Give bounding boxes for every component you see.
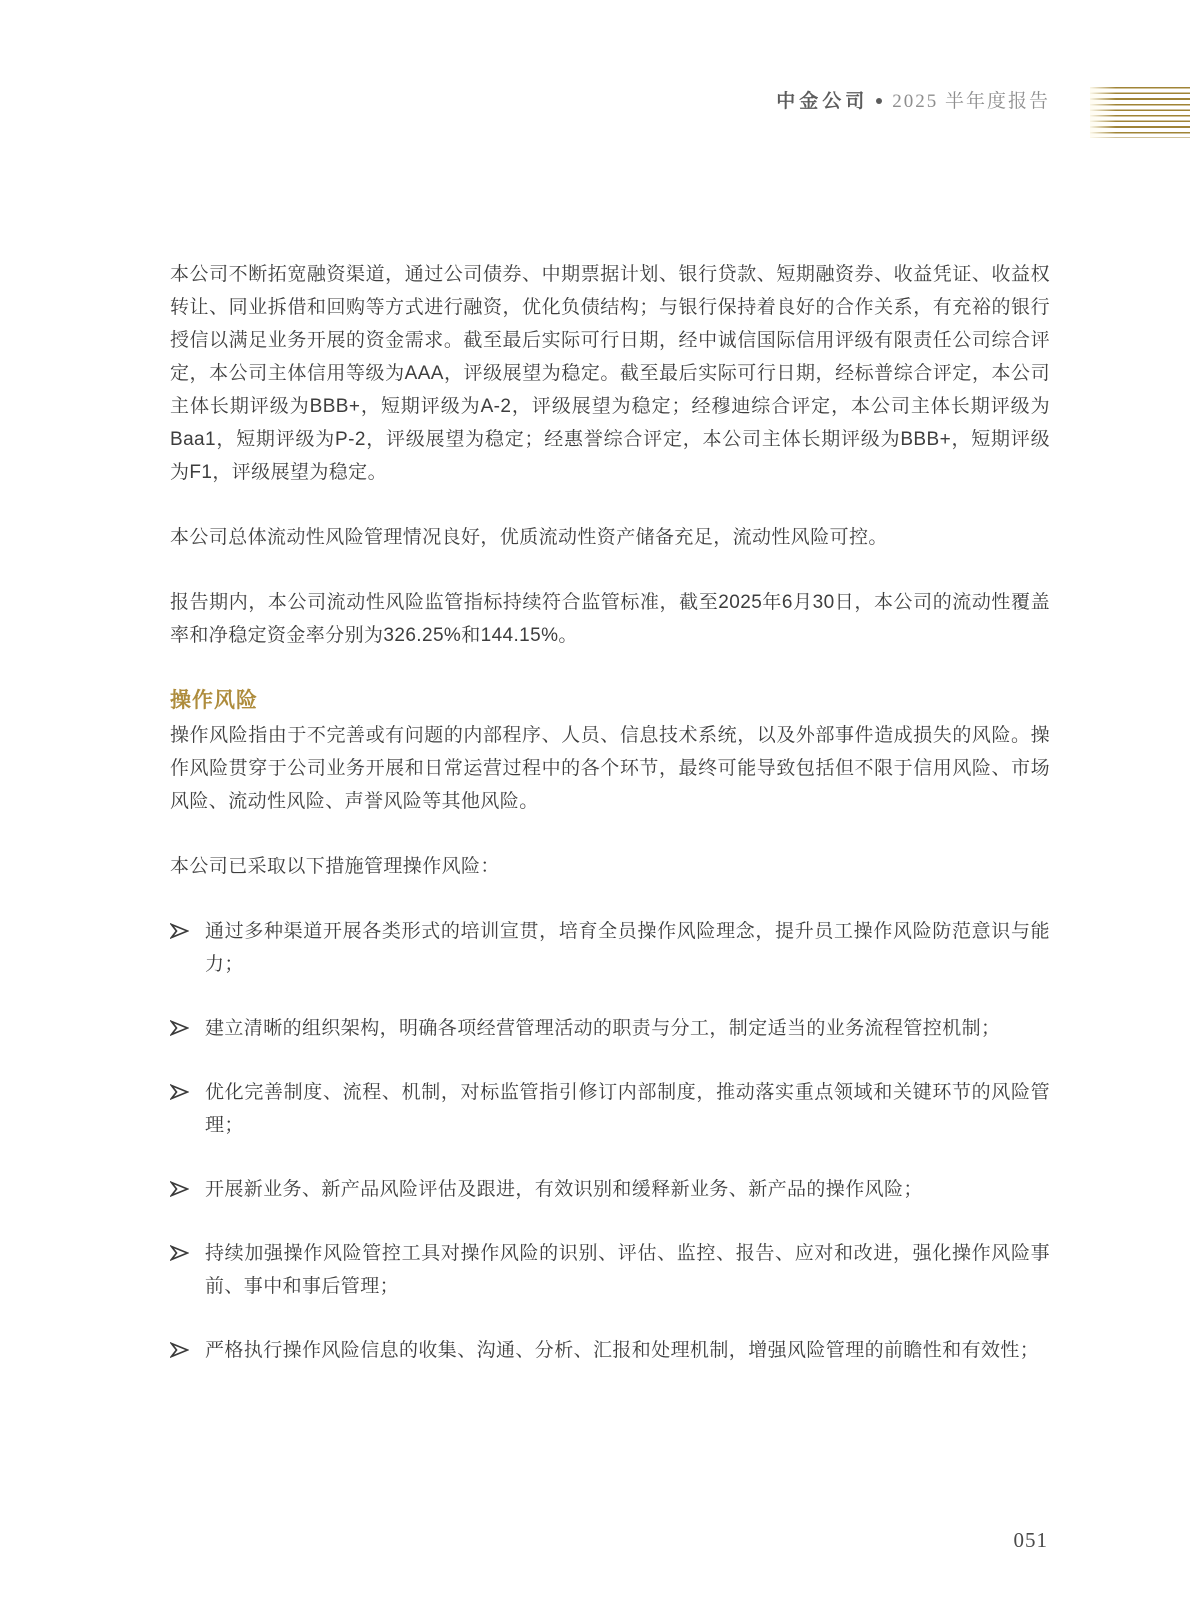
paragraph-measures-lead: 本公司已采取以下措施管理操作风险：	[170, 856, 500, 877]
arrowhead-right-bullet-icon	[170, 915, 205, 939]
paragraph-oprisk-definition: 操作风险指由于不完善或有问题的内部程序、人员、信息技术系统，以及外部事件造成损失的风险。操作风险贯穿于公司业务开展和日常运营过程中的各个环节，最终可能导致包括但不限于信用风险、市场风险、流动性风险、声誉风险等其他风险。	[170, 725, 1050, 812]
measure-item	[170, 1334, 1050, 1367]
paragraph-liquidity-overview: 本公司总体流动性风险管理情况良好，优质流动性资产储备充足，流动性风险可控。	[170, 527, 888, 548]
measure-item-text: 持续加强操作风险管控工具对操作风险的识别、评估、监控、报告、应对和改进，强化操作风险事前、事中和事后管理；	[205, 1243, 1050, 1297]
paragraph-liquidity-metrics: 报告期内，本公司流动性风险监管指标持续符合监管标准，截至2025年6月30日，本公司的流动性覆盖率和净稳定资金率分别为326.25%和144.15%。	[170, 592, 1050, 646]
company-name: 中金公司	[776, 91, 869, 112]
arrowhead-right-bullet-icon	[170, 1173, 205, 1197]
page-number: 051	[1013, 1528, 1048, 1552]
measures-list	[170, 915, 1050, 1367]
measure-item	[170, 1173, 1050, 1206]
arrowhead-right-bullet-icon	[170, 1334, 205, 1358]
arrowhead-right-bullet-icon	[170, 1012, 205, 1036]
report-title: 2025 半年度报告	[892, 91, 1050, 112]
paragraph-financing-and-ratings: 本公司不断拓宽融资渠道，通过公司债券、中期票据计划、银行贷款、短期融资券、收益凭证、收益权转让、同业拆借和回购等方式进行融资，优化负债结构；与银行保持着良好的合作关系，有充裕的银行授信以满足业务开展的资金需求。截至最后实际可行日期，经中诚信国际信用评级有限责任公司综合评定，本公司主体信用等级为AAA，评级展望为稳定。截至最后实际可行日期，经标普综合评定，本公司主体长期评级为BBB+，短期评级为A-2，评级展望为稳定；经穆迪综合评定，本公司主体长期评级为Baa1，短期评级为P-2，评级展望为稳定；经惠誉综合评定，本公司主体长期评级为BBB+，短期评级为F1，评级展望为稳定。	[170, 264, 1050, 483]
arrowhead-right-bullet-icon	[170, 1076, 205, 1100]
measure-item	[170, 915, 1050, 981]
gold-stripes-logo-icon	[1090, 87, 1190, 138]
measure-item	[170, 1012, 1050, 1045]
separator-dot-icon	[876, 98, 882, 104]
measure-item-text: 建立清晰的组织架构，明确各项经营管理活动的职责与分工，制定适当的业务流程管控机制；	[205, 1018, 1001, 1039]
measure-item-text: 通过多种渠道开展各类形式的培训宣贯，培育全员操作风险理念，提升员工操作风险防范意识与能力；	[205, 921, 1050, 975]
measure-item-text: 严格执行操作风险信息的收集、沟通、分析、汇报和处理机制，增强风险管理的前瞻性和有效性；	[205, 1340, 1040, 1361]
arrowhead-right-bullet-icon	[170, 1237, 205, 1261]
measure-item	[170, 1237, 1050, 1303]
section-heading-operational-risk: 操作风险	[170, 689, 258, 712]
measure-item-text: 优化完善制度、流程、机制，对标监管指引修订内部制度，推动落实重点领域和关键环节的风险管理；	[205, 1082, 1050, 1136]
page-content	[170, 258, 1050, 1398]
header-running-title	[776, 86, 1050, 113]
measure-item-text: 开展新业务、新产品风险评估及跟进，有效识别和缓释新业务、新产品的操作风险；	[205, 1179, 923, 1200]
measure-item	[170, 1076, 1050, 1142]
